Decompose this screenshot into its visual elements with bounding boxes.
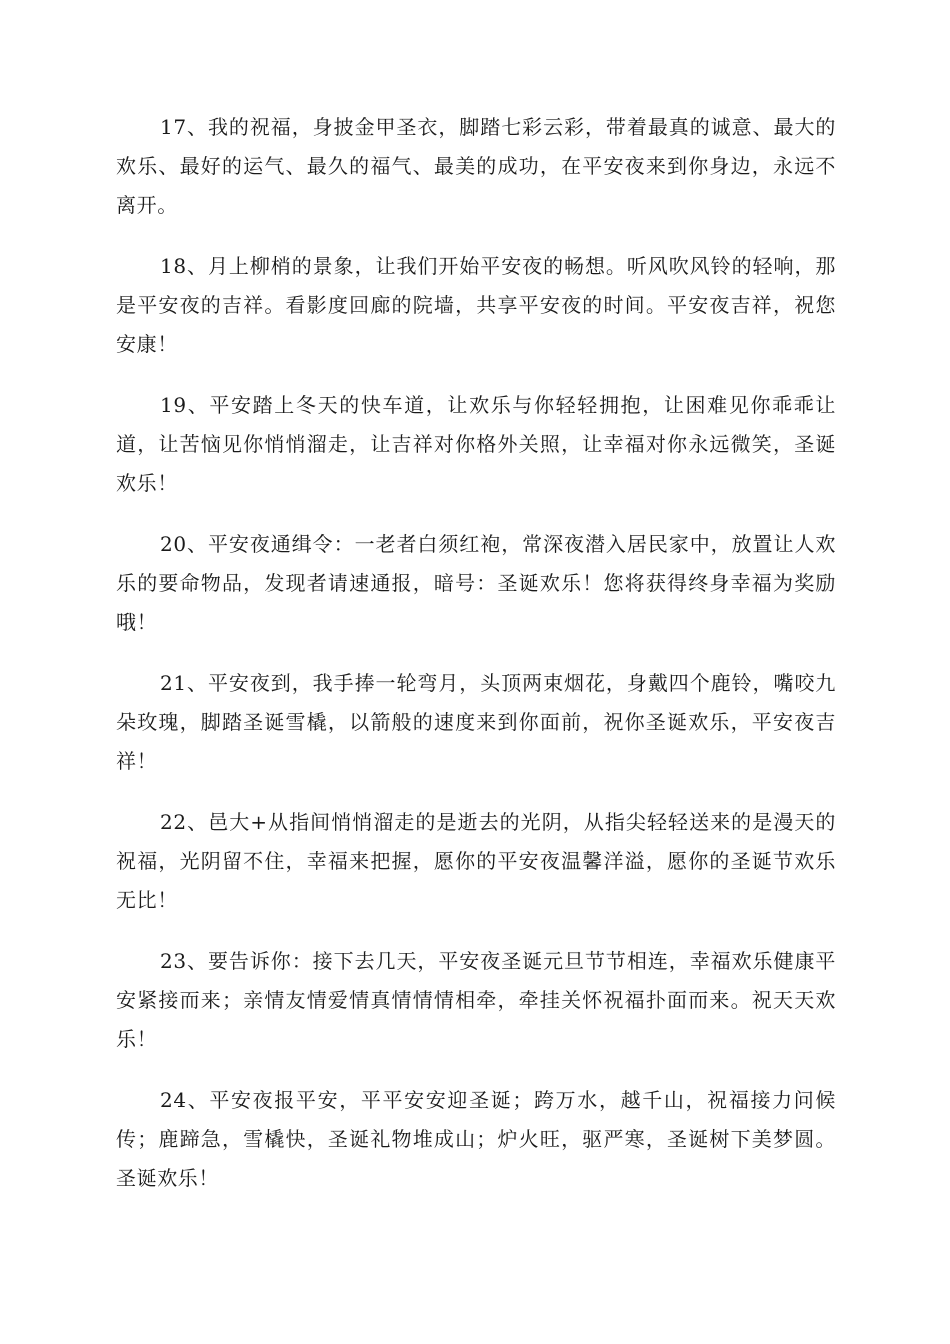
paragraph-22: 22、邑大+从指间悄悄溜走的是逝去的光阴，从指尖轻轻送来的是漫天的祝福，光阴留不住，幸福来把握，愿你的平安夜温馨洋溢，愿你的圣诞节欢乐无比！ [116,810,836,912]
paragraph-20: 20、平安夜通缉令：一老者白须红袍，常深夜潜入居民家中，放置让人欢乐的要命物品，发现者请速通报，暗号：圣诞欢乐！您将获得终身幸福为奖励哦！ [116,532,836,634]
paragraph-21: 21、平安夜到，我手捧一轮弯月，头顶两束烟花，身戴四个鹿铃，嘴咬九朵玫瑰，脚踏圣诞雪橇，以箭般的速度来到你面前，祝你圣诞欢乐，平安夜吉祥！ [116,671,836,773]
paragraph-17: 17、我的祝福，身披金甲圣衣，脚踏七彩云彩，带着最真的诚意、最大的欢乐、最好的运气、最久的福气、最美的成功，在平安夜来到你身边，永远不离开。 [116,115,836,217]
paragraph-24: 24、平安夜报平安，平平安安迎圣诞；跨万水，越千山，祝福接力问候传；鹿蹄急，雪橇快，圣诞礼物堆成山；炉火旺，驱严寒，圣诞树下美梦圆。圣诞欢乐！ [116,1088,836,1190]
document-body [116,108,836,1220]
paragraph-19: 19、平安踏上冬天的快车道，让欢乐与你轻轻拥抱，让困难见你乖乖让道，让苦恼见你悄悄溜走，让吉祥对你格外关照，让幸福对你永远微笑，圣诞欢乐！ [116,393,836,495]
paragraph-18: 18、月上柳梢的景象，让我们开始平安夜的畅想。听风吹风铃的轻响，那是平安夜的吉祥。看影度回廊的院墙，共享平安夜的时间。平安夜吉祥，祝您安康！ [116,254,836,356]
paragraph-23: 23、要告诉你：接下去几天，平安夜圣诞元旦节节相连，幸福欢乐健康平安紧接而来；亲情友情爱情真情情情相牵，牵挂关怀祝福扑面而来。祝天天欢乐！ [116,949,836,1051]
